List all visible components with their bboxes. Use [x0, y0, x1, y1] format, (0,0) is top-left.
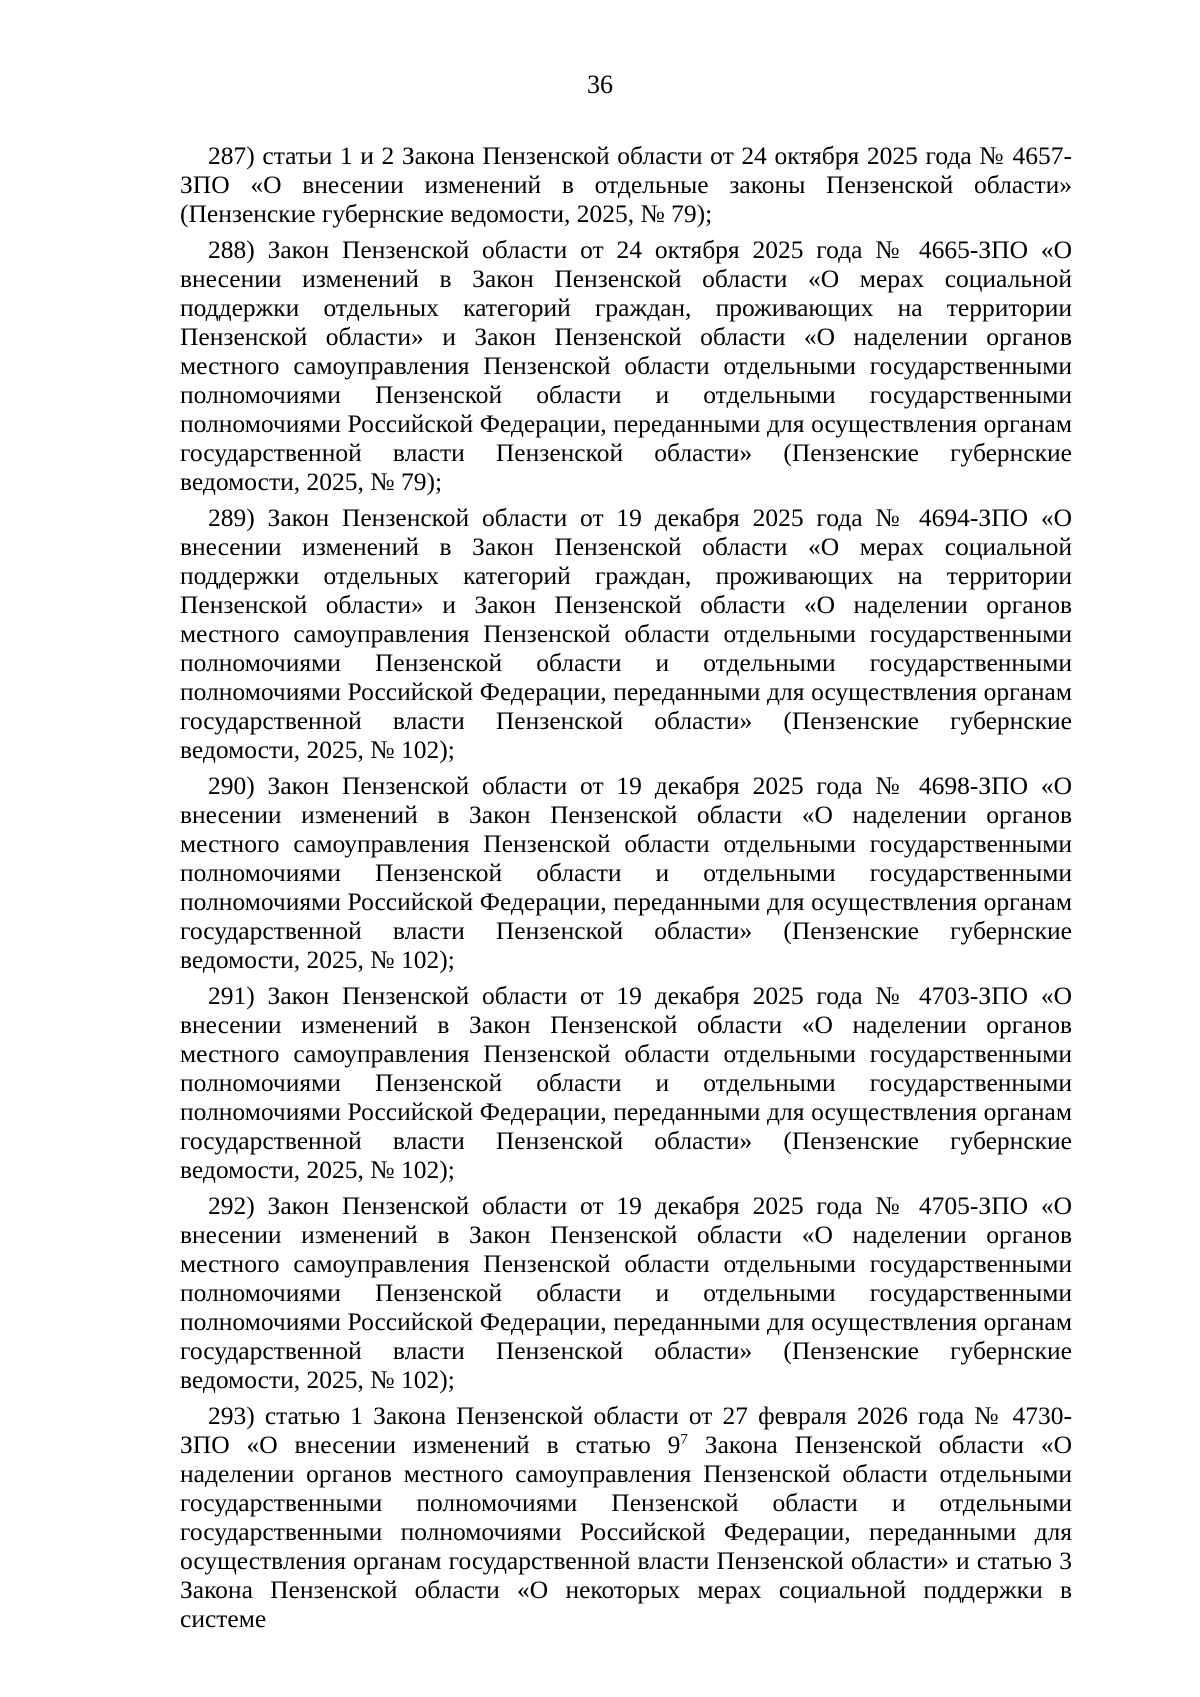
- list-item-290: 290) Закон Пензенской области от 19 декабря 2025 года № 4698-ЗПО «О внесении изменений в Закон Пензенской области «О наделении органов местного самоуправления Пензенской области отдельными государственными полномочиями Пензенской области и отдельными государственными полномочиями Российской Федерации, переданными для осуществления органам государственной власти Пензенской области» (Пензенские губернские ведомости, 2025, № 102);: [180, 771, 1072, 974]
- list-item-293-text-end: Закона Пензенской области «О наделении органов местного самоуправления Пензенской области отдельными государственными полномочиями Пензенской области и отдельными государственными полномочиями Российской Федерации, переданными для осуществления органам государственной власти Пензенской области» и статью 3 Закона Пензенской области «О некоторых мерах социальной поддержки в системе: [180, 1430, 1072, 1633]
- article-superscript: 7: [680, 1431, 688, 1448]
- list-item-287: 287) статьи 1 и 2 Закона Пензенской области от 24 октября 2025 года № 4657-ЗПО «О внесении изменений в отдельные законы Пензенской области» (Пензенские губернские ведомости, 2025, № 79);: [180, 141, 1072, 228]
- list-item-291: 291) Закон Пензенской области от 19 декабря 2025 года № 4703-ЗПО «О внесении изменений в Закон Пензенской области «О наделении органов местного самоуправления Пензенской области отдельными государственными полномочиями Пензенской области и отдельными государственными полномочиями Российской Федерации, переданными для осуществления органам государственной власти Пензенской области» (Пензенские губернские ведомости, 2025, № 102);: [180, 981, 1072, 1184]
- list-item-288: 288) Закон Пензенской области от 24 октября 2025 года № 4665-ЗПО «О внесении изменений в Закон Пензенской области «О мерах социальной поддержки отдельных категорий граждан, проживающих на территории Пензенской области» и Закон Пензенской области «О наделении органов местного самоуправления Пензенской области отдельными государственными полномочиями Пензенской области и отдельными государственными полномочиями Российской Федерации, переданными для осуществления органам государственной власти Пензенской области» (Пензенские губернские ведомости, 2025, № 79);: [180, 235, 1072, 496]
- list-item-289: 289) Закон Пензенской области от 19 декабря 2025 года № 4694-ЗПО «О внесении изменений в Закон Пензенской области «О мерах социальной поддержки отдельных категорий граждан, проживающих на территории Пензенской области» и Закон Пензенской области «О наделении органов местного самоуправления Пензенской области отдельными государственными полномочиями Пензенской области и отдельными государственными полномочиями Российской Федерации, переданными для осуществления органам государственной власти Пензенской области» (Пензенские губернские ведомости, 2025, № 102);: [180, 503, 1072, 764]
- document-body: [180, 141, 1072, 1640]
- list-item-293: [180, 1401, 1072, 1633]
- list-item-292: 292) Закон Пензенской области от 19 декабря 2025 года № 4705-ЗПО «О внесении изменений в Закон Пензенской области «О наделении органов местного самоуправления Пензенской области отдельными государственными полномочиями Пензенской области и отдельными государственными полномочиями Российской Федерации, переданными для осуществления органам государственной власти Пензенской области» (Пензенские губернские ведомости, 2025, № 102);: [180, 1191, 1072, 1394]
- list-item-293-text-start: 293) статью 1 Закона Пензенской области от 27 февраля 2026 года № 4730-ЗПО «О внесении изменений в статью 9: [180, 1401, 1072, 1459]
- page-number: 36: [587, 70, 613, 99]
